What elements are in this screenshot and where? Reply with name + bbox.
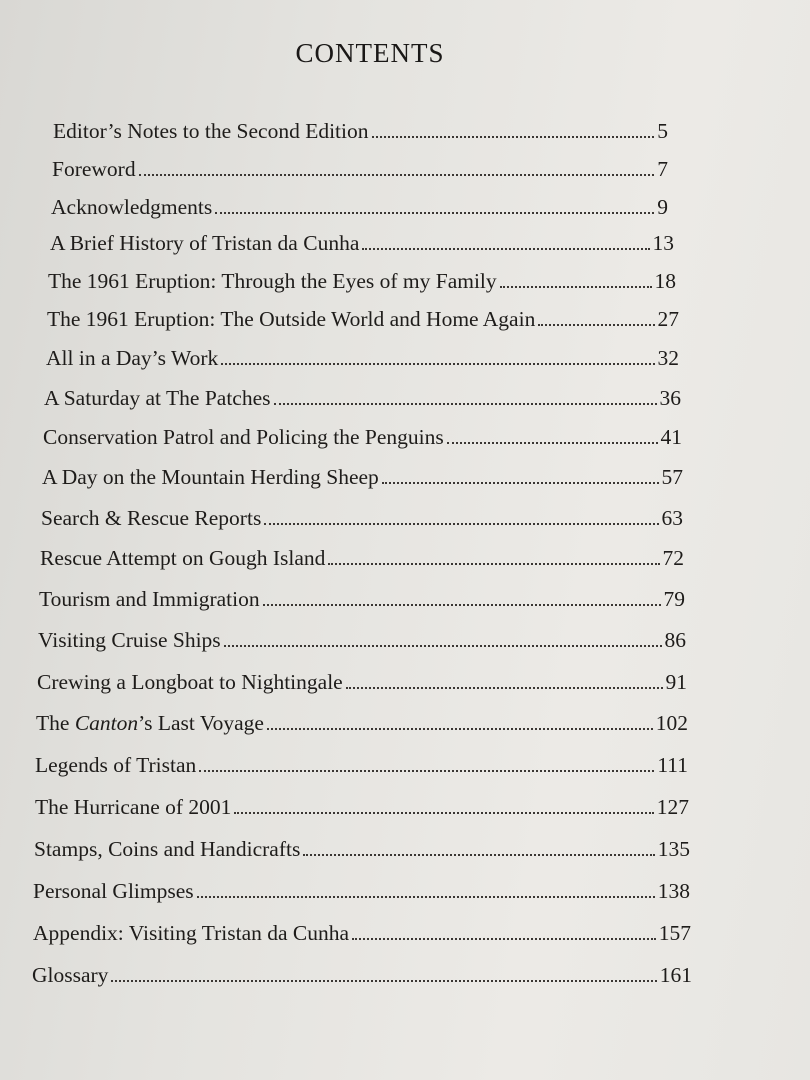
toc-entry	[33, 881, 690, 903]
toc-entry	[37, 672, 687, 694]
toc-entry-page: 111	[657, 753, 688, 777]
toc-entry-page: 7	[657, 157, 668, 181]
dot-leader	[234, 812, 653, 814]
toc-entry-title: Conservation Patrol and Policing the Penguins	[43, 425, 444, 449]
toc-entry	[38, 630, 686, 652]
toc-entry	[36, 713, 688, 735]
dot-leader	[199, 770, 654, 772]
toc-entry-title: Visiting Cruise Ships	[38, 628, 221, 652]
toc-entry-title-suffix: ’s Last Voyage	[138, 711, 264, 735]
dot-leader	[538, 324, 654, 326]
dot-leader	[274, 403, 657, 405]
toc-entry	[48, 271, 676, 293]
toc-entry	[39, 589, 685, 611]
toc-entry-title: The 1961 Eruption: Through the Eyes of my Family	[48, 269, 497, 293]
toc-entry	[46, 348, 679, 370]
toc-entry-title-prefix: The	[36, 711, 75, 735]
toc-entry-title: Legends of Tristan	[35, 753, 197, 777]
toc-entry-page: 86	[664, 628, 686, 652]
toc-entry-page: 27	[657, 307, 679, 331]
toc-entry	[32, 965, 692, 987]
dot-leader	[362, 248, 649, 250]
toc-entry-page: 91	[665, 670, 687, 694]
toc-entry-title: A Brief History of Tristan da Cunha	[50, 231, 360, 255]
dot-leader	[264, 523, 658, 525]
toc-entry	[42, 467, 683, 489]
toc-entry-page: 57	[661, 465, 683, 489]
dot-leader	[303, 854, 654, 856]
toc-entry	[52, 159, 668, 181]
toc-entry	[35, 797, 689, 819]
toc-entry	[40, 548, 684, 570]
toc-entry	[44, 388, 681, 410]
dot-leader	[328, 563, 659, 565]
toc-entry-page: 157	[658, 921, 691, 945]
toc-entry-page: 13	[652, 231, 674, 255]
toc-entry-title: Crewing a Longboat to Nightingale	[37, 670, 343, 694]
toc-entry-title: Editor’s Notes to the Second Edition	[53, 119, 369, 143]
toc-entry-title: The Hurricane of 2001	[35, 795, 232, 819]
dot-leader	[263, 604, 661, 606]
dot-leader	[267, 728, 653, 730]
dot-leader	[352, 938, 656, 940]
toc-entry-title: A Day on the Mountain Herding Sheep	[42, 465, 379, 489]
dot-leader	[197, 896, 655, 898]
toc-entry-page: 9	[657, 195, 668, 219]
dot-leader	[500, 286, 652, 288]
toc-entry	[51, 197, 668, 219]
toc-entry-page: 138	[657, 879, 690, 903]
toc-entry-page: 41	[660, 425, 682, 449]
toc-entry-title: Acknowledgments	[51, 195, 213, 219]
toc-entry-page: 161	[659, 963, 692, 987]
dot-leader	[111, 980, 656, 982]
dot-leader	[215, 212, 654, 214]
toc-entry-page: 63	[661, 506, 683, 530]
toc-entry-title: Glossary	[32, 963, 109, 987]
toc-entry-page: 36	[659, 386, 681, 410]
toc-entry	[50, 233, 674, 255]
toc-entry-page: 102	[655, 711, 688, 735]
contents-heading: CONTENTS	[295, 38, 445, 68]
toc-entry-page: 72	[662, 546, 684, 570]
toc-entry	[53, 121, 668, 143]
toc-entry-title: Tourism and Immigration	[39, 587, 260, 611]
dot-leader	[139, 174, 655, 176]
dot-leader	[372, 136, 655, 138]
toc-entry	[43, 427, 682, 449]
dot-leader	[447, 442, 658, 444]
toc-entry-title: A Saturday at The Patches	[44, 386, 271, 410]
toc-entry-page: 18	[654, 269, 676, 293]
toc-entry	[35, 755, 688, 777]
toc-entry-title: All in a Day’s Work	[46, 346, 219, 370]
toc-entry-title-italic: Canton	[74, 711, 139, 735]
toc-entry-page: 127	[656, 795, 689, 819]
toc-entry	[41, 508, 683, 530]
toc-entry-title: Search & Rescue Reports	[41, 506, 262, 530]
toc-entry-title: Rescue Attempt on Gough Island	[40, 546, 326, 570]
toc-entry-title: Personal Glimpses	[33, 879, 194, 903]
toc-entry-page: 32	[657, 346, 679, 370]
dot-leader	[346, 687, 663, 689]
toc-entry-title: The 1961 Eruption: The Outside World and Home Again	[47, 307, 536, 331]
toc-entry	[47, 309, 679, 331]
toc-entry-title: Stamps, Coins and Handicrafts	[34, 837, 301, 861]
toc-entry-page: 135	[657, 837, 690, 861]
toc-entry-page: 5	[657, 119, 668, 143]
toc-entry-title: Appendix: Visiting Tristan da Cunha	[33, 921, 350, 945]
toc-entry	[33, 923, 691, 945]
toc-entry-title	[36, 713, 264, 735]
toc-entry-page: 79	[663, 587, 685, 611]
toc-entry	[34, 839, 690, 861]
dot-leader	[382, 482, 659, 484]
dot-leader	[224, 645, 662, 647]
toc-entry-title: Foreword	[52, 157, 136, 181]
dot-leader	[221, 363, 654, 365]
